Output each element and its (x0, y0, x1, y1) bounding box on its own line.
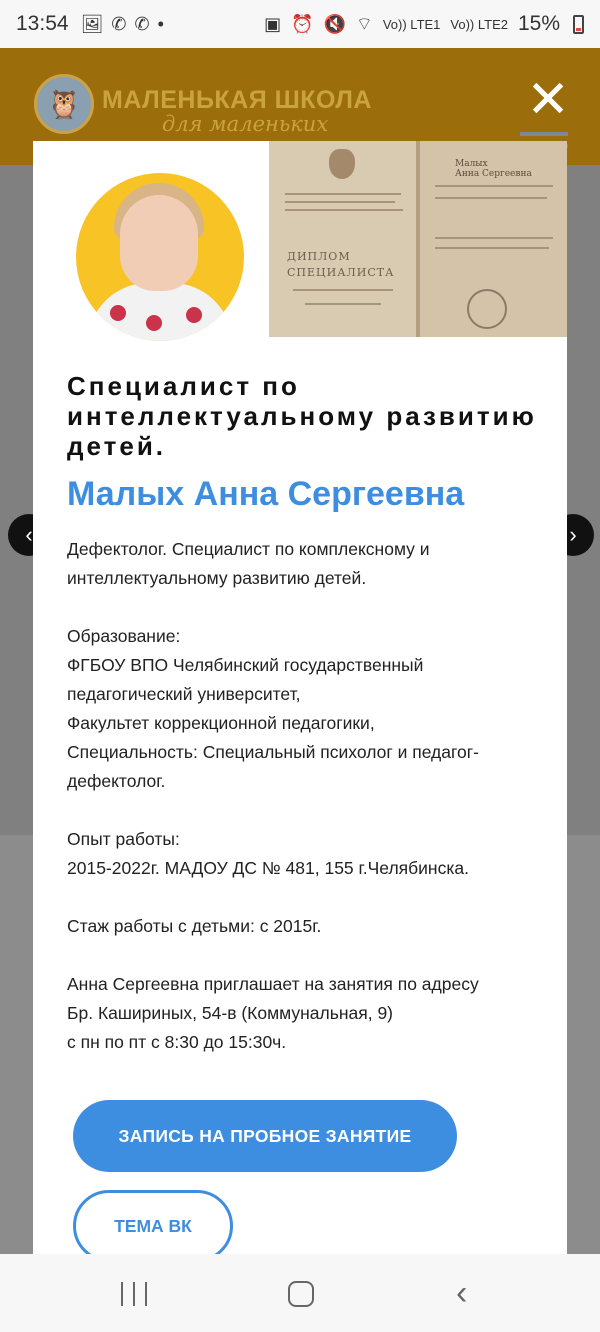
recent-apps-icon[interactable] (121, 1282, 147, 1306)
specialist-modal (33, 141, 567, 1254)
education-line: педагогический университет, (67, 684, 301, 704)
avatar-flower (186, 307, 202, 323)
logo-title[interactable]: МАЛЕНЬКАЯ ШКОЛА (102, 86, 372, 114)
diploma-line (285, 193, 401, 195)
gallery-icon: 🖼 (80, 13, 104, 34)
network-label-2: Vo)) LTE2 (450, 16, 508, 32)
viber-icon: ✆ (134, 13, 150, 34)
mute-icon: 🔇 (323, 13, 346, 34)
experience-paragraph (67, 825, 537, 883)
status-time: 13:54 (16, 12, 69, 35)
battery-icon (573, 15, 584, 34)
vk-topic-button[interactable]: ТЕМА ВК (73, 1190, 233, 1254)
slider-next-button[interactable]: › (552, 514, 594, 556)
specialist-description (67, 535, 537, 1086)
diploma-line (435, 185, 553, 187)
invitation-line: с пн по пт с 8:30 до 15:30ч. (67, 1032, 287, 1052)
battery-saver-icon: ▣ (264, 13, 282, 34)
diploma-line (285, 209, 403, 211)
experience-line: 2015-2022г. МАДОУ ДС № 481, 155 г.Челябинска. (67, 858, 469, 878)
book-trial-button[interactable]: ЗАПИСЬ НА ПРОБНОЕ ЗАНЯТИЕ (73, 1100, 457, 1172)
logo-subtitle: для маленьких (162, 112, 329, 136)
education-line: дефектолог. (67, 771, 166, 791)
tenure-paragraph (67, 912, 537, 941)
alarm-icon: ⏰ (291, 13, 314, 34)
education-line: Специальность: Специальный психолог и педагог- (67, 742, 479, 762)
invitation-line: Анна Сергеевна приглашает на занятия по адресу (67, 974, 479, 994)
specialist-heading: Специалист по интеллектуальному развитию детей. (67, 371, 537, 461)
diploma-line (285, 201, 395, 203)
intro-paragraph (67, 535, 537, 593)
diploma-line (435, 247, 549, 249)
status-right (264, 12, 584, 36)
intro-line: интеллектуальному развитию детей. (67, 568, 367, 588)
stamp-icon (467, 289, 507, 329)
experience-line: Опыт работы: (67, 829, 180, 849)
education-line: Факультет коррекционной педагогики, (67, 713, 375, 733)
diploma-line (435, 237, 553, 239)
tenure-line: Стаж работы с детьми: с 2015г. (67, 916, 322, 936)
intro-line: Дефектолог. Специалист по комплексному и (67, 539, 430, 559)
diploma-fold (416, 141, 420, 337)
avatar-flower (110, 305, 126, 321)
slider-prev-button[interactable]: ‹ (8, 514, 50, 556)
specialist-name: Малых Анна Сергеевна (67, 475, 465, 513)
back-icon[interactable]: ‹ (456, 1274, 468, 1312)
avatar (76, 173, 244, 341)
diploma-image (269, 141, 567, 337)
home-icon[interactable] (288, 1281, 314, 1307)
education-line: Образование: (67, 626, 181, 646)
network-label-1: Vo)) LTE1 (382, 16, 441, 32)
viber-icon: ✆ (111, 13, 127, 34)
battery-percent: 15% (517, 12, 560, 35)
logo-icon[interactable]: 🦉 (34, 74, 94, 134)
invitation-paragraph (67, 970, 537, 1057)
diploma-surname: Малых (455, 159, 488, 169)
invitation-line: Бр. Кашириных, 54-в (Коммунальная, 9) (67, 1003, 394, 1023)
diploma-line (305, 303, 381, 305)
dot-icon: • (157, 13, 164, 34)
education-paragraph (67, 622, 537, 796)
education-line: ФГБОУ ВПО Челябинский государственный (67, 655, 424, 675)
avatar-flower (146, 315, 162, 331)
diploma-line (293, 289, 393, 291)
diploma-title: ДИПЛОМ СПЕЦИАЛИСТА (287, 250, 395, 279)
emblem-icon (329, 149, 355, 179)
system-nav-bar (0, 1254, 600, 1332)
diploma-line (435, 197, 547, 199)
wifi-icon: ⌔ (355, 13, 373, 34)
diploma-name (455, 159, 532, 179)
status-bar (0, 0, 600, 48)
close-icon[interactable]: ✕ (526, 71, 570, 129)
diploma-given-name: Анна Сергеевна (455, 169, 532, 179)
avatar-face (120, 195, 198, 291)
